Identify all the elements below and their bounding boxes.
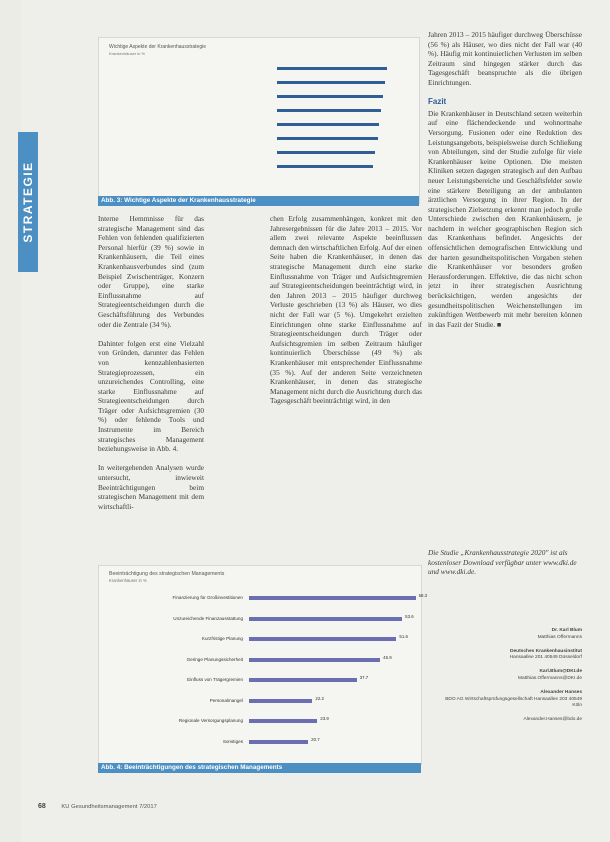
author-entry — [440, 649, 582, 663]
chart-2-row — [99, 650, 421, 670]
download-note: Die Studie „Krankenhausstrategie 2020" ist als kostenloser Download verfügbar unter www.dki.de und www.dki.de. — [428, 548, 577, 577]
author-entry — [440, 628, 582, 642]
figure-2-caption: Abb. 4: Beeinträchtigungen des strategischen Managements — [98, 763, 421, 773]
author-name: Dr. Karl Blum — [551, 628, 582, 633]
chart-1-row — [99, 134, 419, 143]
chart-2-category-label: Kurzfristige Planung — [201, 636, 243, 642]
chart-1-row — [99, 120, 419, 129]
chart-2-value-label: 51.6 — [399, 634, 408, 639]
column-3-intro: Jahren 2013 – 2015 häufiger durchweg Überschüsse (56 %) als Häuser, wo dies nicht der Fall war (40 %). Häufig mit kontinuierlichen Verlusten im selben Zeitraum sind hingegen stärker durch das Tagesgeschäft beanspruchte als die übrigen Einrichtungen. — [428, 30, 582, 87]
chart-1-row — [99, 162, 419, 171]
section-label: STRATEGIE — [21, 161, 35, 243]
author-detail: Alexander.Hanses@bdo.de — [523, 717, 582, 723]
chart-2-row — [99, 732, 421, 752]
chart-2-value-label: 45.9 — [383, 654, 392, 660]
author-block — [440, 628, 582, 731]
body-column-2 — [270, 214, 422, 558]
chart-2-value-label: 58.3 — [418, 593, 428, 598]
chart-2-row — [99, 711, 421, 731]
chart-1-bar — [277, 81, 385, 84]
author-entry — [440, 669, 582, 683]
figure-1-title: Wichtige Aspekte der Krankenhausstrategie — [109, 44, 206, 50]
chart-2-category-label: Finanzierung für Großinvestitionen — [172, 595, 243, 601]
chart-2-category-label: Einfluss von Trägergremien — [187, 677, 243, 683]
chart-2-bar — [249, 617, 402, 621]
chart-2-category-label: Unzureichende Finanzausstattung — [173, 615, 243, 621]
author-entry — [440, 717, 582, 724]
body-column-3 — [428, 30, 582, 498]
chart-2-category-label: Geringe Planungssicherheit — [186, 656, 243, 662]
author-name: Alexander Hanses — [540, 689, 582, 695]
figure-1 — [98, 37, 420, 204]
chart-1-row — [99, 148, 419, 157]
author-detail: Matthias.Offermanns@DKI.de — [518, 675, 582, 681]
col1-paragraph: Interne Hemmnisse für das strategische Management sind das Fehlen von fehlenden qualifizierten Personal hierfür (39 %) sowie in Krankenhäusern, die Teil eines Krankenhausverbundes sind (zum Beispiel Zwischenträger, Konzern oder Gruppe), eine starke Einflussnahme auf Strategieentscheidungen durch die Geschäftsführung des Verbundes oder die Zentrale (34 %). — [98, 214, 204, 329]
page-margin — [0, 0, 21, 842]
chart-2-bar — [249, 699, 312, 703]
chart-2-value-label: 20.7 — [311, 736, 320, 742]
author-name: Karl.Blum@DKI.de — [539, 669, 582, 675]
figure-1-chart — [99, 60, 419, 190]
chart-1-row — [99, 78, 419, 87]
col2-paragraph: chen Erfolg zusammenhängen, konkret mit den Jahresergebnissen für die Jahre 2013 – 2015. Vor allem zwei relevante Aspekte beeinflussen demnach den wirtschaftlichen Erfolg. Auf der einen Seite haben die Krankenhäuser, in denen das strategische Management durch eine starke Einflussnahme von Träger und Aufsichtsgremien auf Strategieentscheidungen beeinträchtigt wird, in den Jahren 2013 – 2015 häufiger durchweg Verluste geschrieben (13 %) als Häuser, wo dies nicht der Fall war (5 %). Umgekehrt erzielten Einrichtungen ohne starke Einflussnahme auf Strategieentscheidungen durch Träger oder Aufsichtsgremien im selben Zeitraum häufiger kontinuierlich Überschüsse (49 %) als Krankenhäuser mit entsprechender Einflussnahme (35 %). Auf der anderen Seite verzeichneten Krankenhäuser, in denen das strategische Management nicht durch die Ausrichtung durch das Tagesgeschäft beeinträchtigt wird, in den — [270, 214, 422, 406]
chart-1-row — [99, 106, 419, 115]
journal-name: KU Gesundheitsmanagement 7/2017 — [61, 804, 157, 810]
figure-1-caption: Abb. 3: Wichtige Aspekte der Krankenhausstrategie — [98, 196, 419, 206]
chart-1-bar — [277, 137, 378, 140]
chart-2-row — [99, 691, 421, 711]
author-detail: BDO AG Wirtschaftsprüfungsgesellschaft Hansaallee 203 40549 Köln — [445, 696, 582, 709]
chart-2-value-label: 37.7 — [359, 675, 369, 680]
chart-2-row — [99, 629, 421, 649]
author-name: Deutsches Krankenhausinstitut — [510, 648, 582, 654]
chart-1-bar — [277, 123, 379, 126]
fazit-heading: Fazit — [428, 97, 447, 107]
chart-2-value-label: 53.6 — [405, 613, 414, 619]
chart-2-value-label: 23.9 — [320, 716, 329, 721]
section-tab — [18, 132, 38, 272]
author-detail: Hansaallee 201 40549 Düsseldorf — [509, 655, 582, 661]
figure-2-subtitle: Krankenhäuser in % — [109, 578, 147, 583]
chart-1-bar — [277, 95, 383, 98]
chart-2-value-label: 22.2 — [315, 695, 324, 701]
chart-2-bar — [249, 740, 308, 744]
chart-2-category-label: Sonstiges — [222, 738, 243, 744]
author-detail: Matthias Offermanns — [537, 634, 582, 640]
page-number: 68 — [38, 803, 46, 810]
chart-1-row — [99, 92, 419, 101]
page-footer — [38, 803, 157, 810]
chart-2-bar — [249, 678, 357, 682]
fazit-text: Die Krankenhäuser in Deutschland setzen weiterhin auf eine flächendeckende und wohnortnahe Versorgung. Fusionen oder eine Reduktion des Leistungsangebots, beispielsweise durch Schließung von Abteilungen, sind der Studie zufolge für viele Krankenhäuser keine Optionen. Die meisten Kliniken setzen dagegen strategisch auf den Aufbau neuer Leistungsbereiche und Geschäftsfelder sowie eine stärkere Beteiligung an der ambulanten ärztlichen Versorgung in ihrer Region. In der strategischen Zielsetzung erkennt man jedoch große Unterschiede zwischen den Krankenhäusern, je nachdem in welcher geographischen Region sich das Krankenhaus befindet. Angesichts der offensichtlichen demografischen Entwicklung und der harten gesundheitspolitischen Vorgaben stehen die Krankenhäuser vor besonders großen Herausforderungen. Effektive, die das nicht schon jetzt in ihrer strategischen Ausrichtung berücksichtigen, werden angesichts der gesundheitspolitischen Weichenstellungen im zukünftigen Wettbewerb mit mehr bereiten können in das Fazit der Studie. ■ — [428, 108, 582, 329]
chart-2-bar — [249, 719, 317, 723]
chart-2-category-label: Personalmangel — [209, 697, 243, 703]
chart-1-bar — [277, 109, 381, 112]
chart-2-row — [99, 670, 421, 690]
chart-2-category-label: Regionale Versorgungsplanung — [178, 718, 243, 724]
chart-1-bar — [277, 165, 373, 168]
author-entry — [440, 690, 582, 710]
col1-paragraph: In weitergehenden Analysen wurde untersucht, inwieweit Beeinträchtigungen beim strategischen Management mit dem wirtschaftli- — [98, 463, 204, 511]
figure-2-title: Beeinträchtigung des strategischen Managements — [109, 571, 225, 577]
figure-1-subtitle: Krankenhäuser in % — [109, 51, 146, 56]
chart-1-row — [99, 64, 419, 73]
chart-1-bar — [277, 67, 387, 70]
chart-2-row — [99, 588, 428, 608]
col1-paragraph: Dahinter folgen erst eine Vielzahl von Gründen, darunter das Fehlen von kennzahlenbasierten Strategieprozessen, ein unzureichendes Controlling, eine starke Einflussnahme auf Strategieentscheidungen durch Träger oder Aufsichtsgremien (30 %) oder fehlende Tools und Instrumente im Bereich strategisches Management beziehungsweise in Abb. 4. — [98, 338, 204, 454]
chart-2-bar — [249, 658, 380, 662]
chart-2-bar — [249, 637, 396, 641]
chart-2-row — [99, 609, 421, 629]
chart-1-bar — [277, 151, 375, 154]
figure-2 — [98, 565, 428, 765]
chart-2-bar — [249, 596, 416, 600]
body-column-1 — [98, 214, 204, 556]
